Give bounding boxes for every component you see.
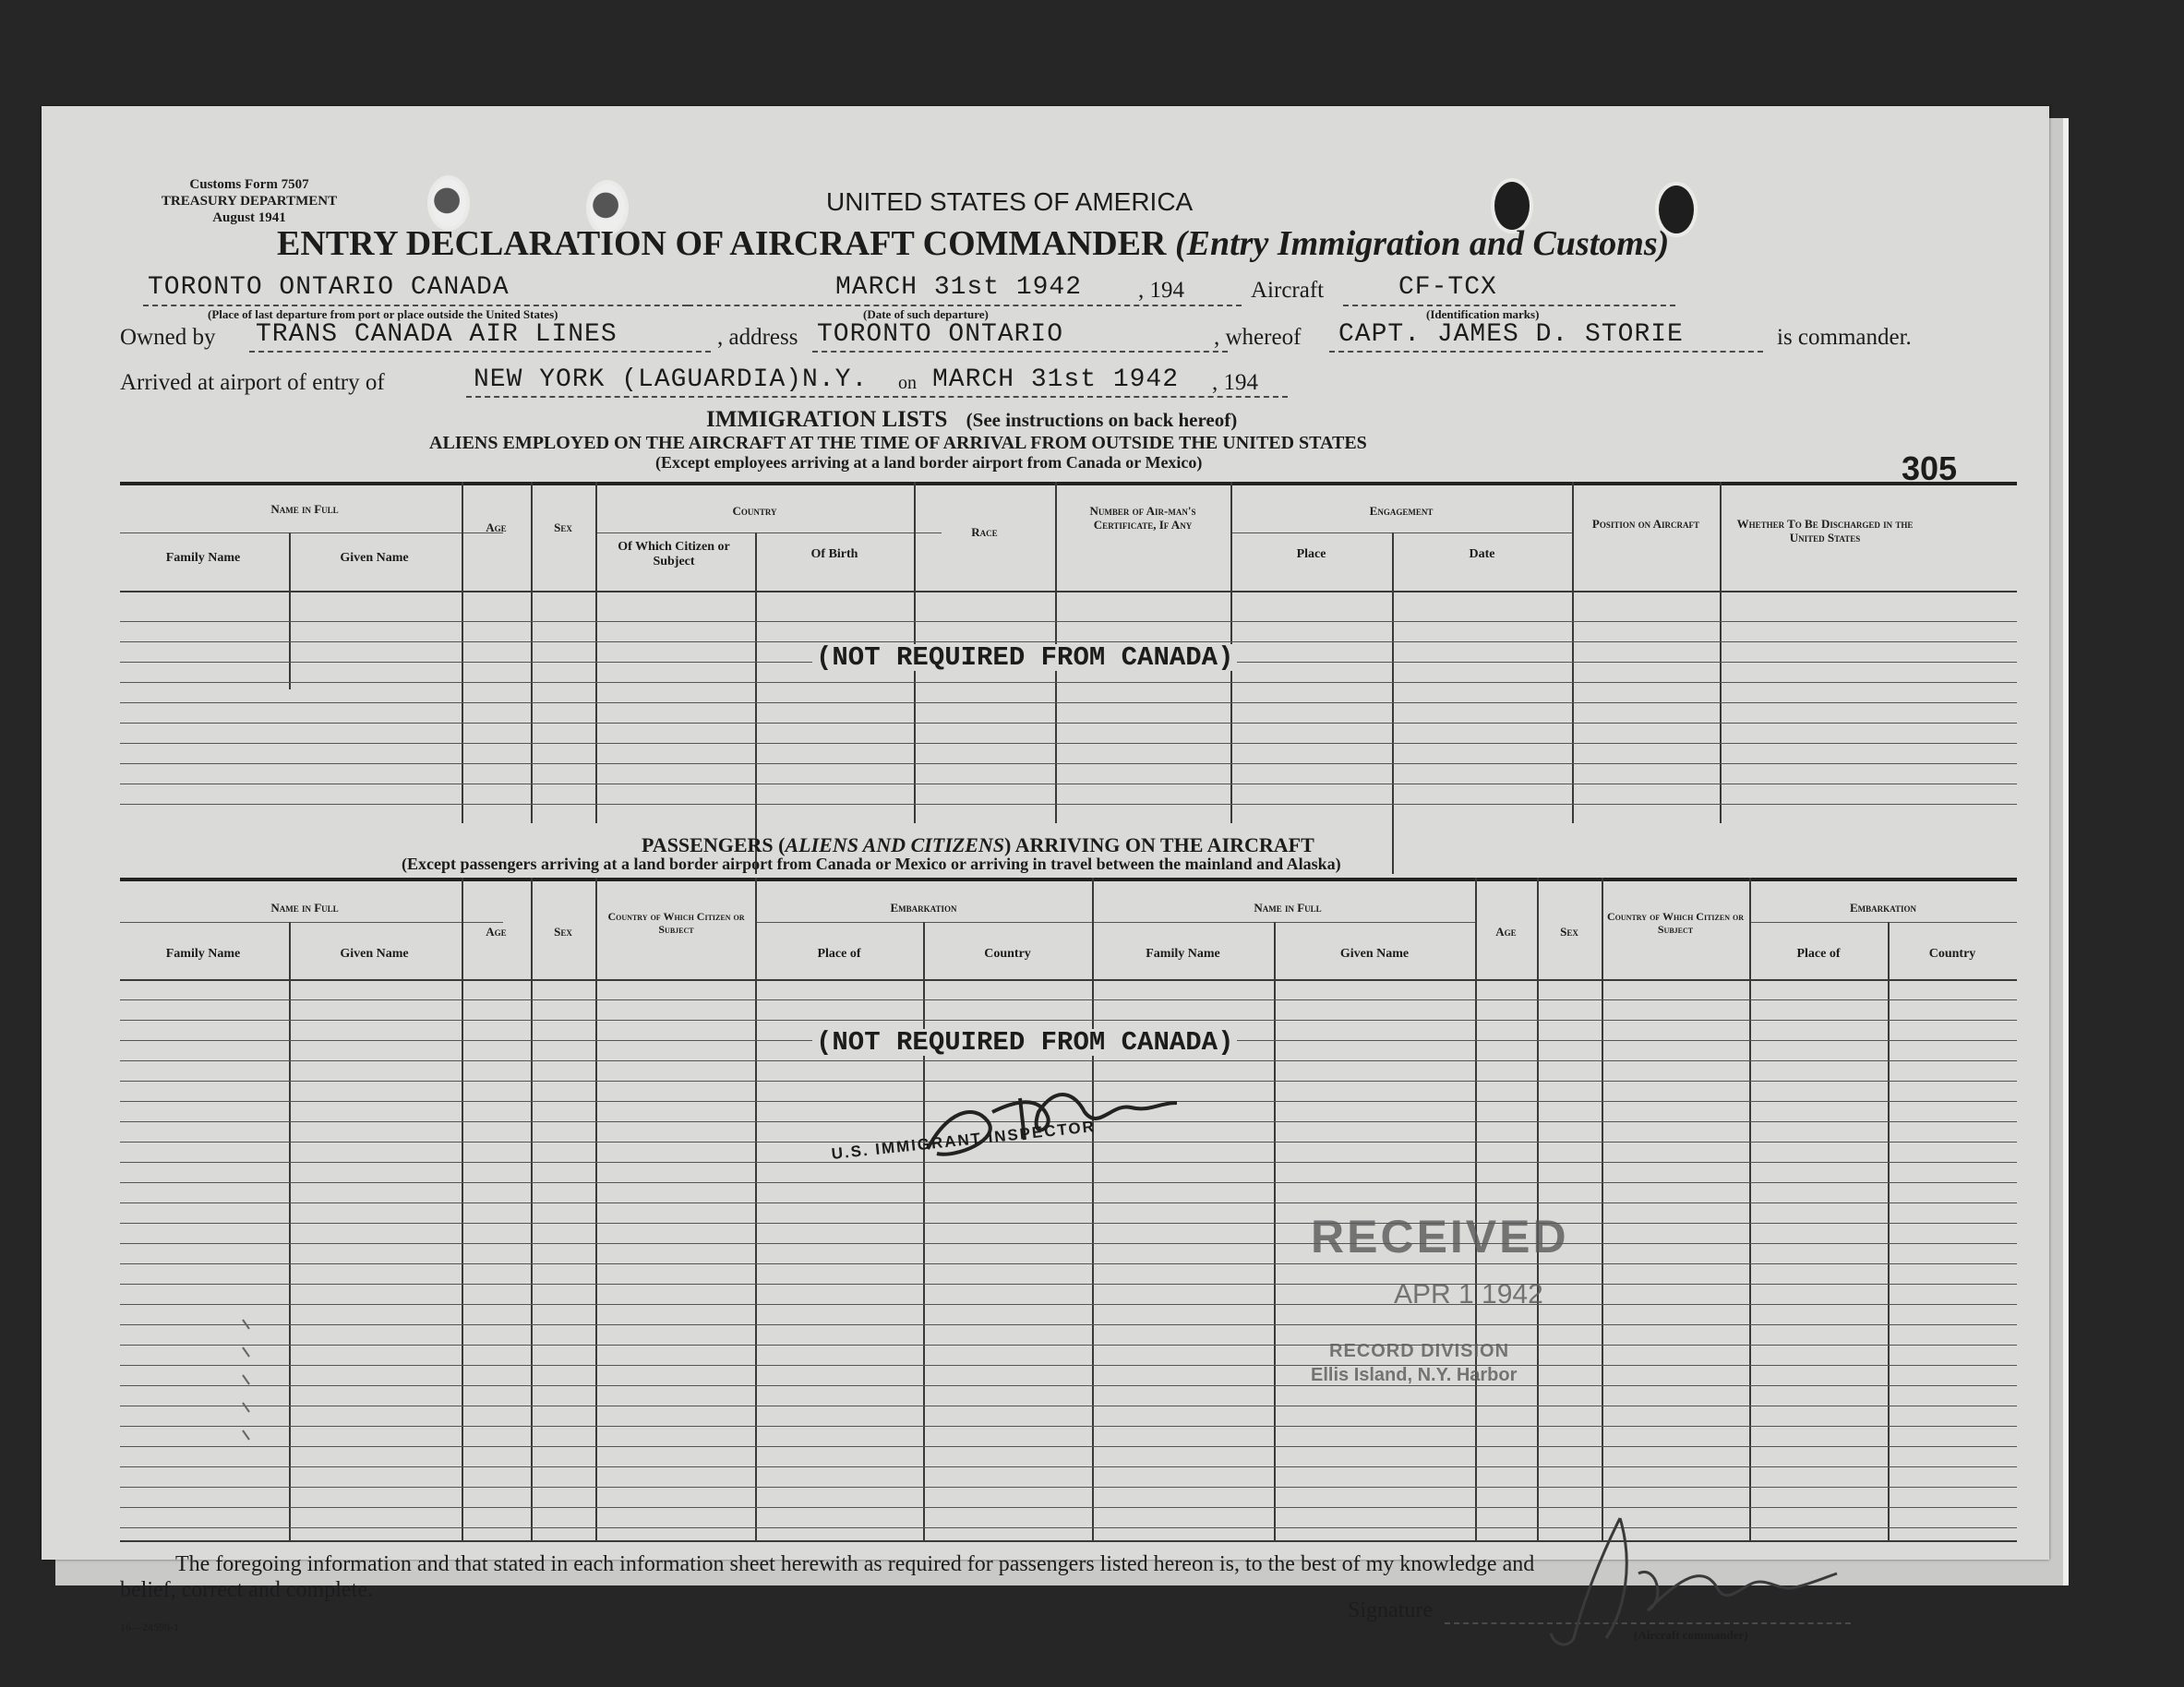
ruled-line	[120, 1060, 2017, 1061]
passengers-note: (Except passengers arriving at a land border airport from Canada or Mexico or arriving in travel between the mainland and Alaska)	[402, 855, 1341, 873]
passengers-not-required: (NOT REQUIRED FROM CANADA)	[812, 1029, 1237, 1056]
t2-citizen-of: Country of Which Citizen or Subject	[607, 910, 745, 936]
departure-place: TORONTO ONTARIO CANADA	[148, 273, 510, 302]
ruled-line	[120, 1446, 2017, 1447]
address-label: , address	[717, 325, 798, 350]
owner-name: TRANS CANADA AIR LINES	[256, 320, 618, 349]
t1-of-birth: Of Birth	[810, 547, 858, 561]
ruled-line	[120, 1426, 2017, 1427]
immigration-heading-note: (See instructions on back hereof)	[966, 409, 1238, 431]
t1-date: Date	[1469, 547, 1495, 561]
received-location: Ellis Island, N.Y. Harbor	[1311, 1365, 1518, 1385]
ruled-line	[120, 1182, 2017, 1183]
departure-place-caption: (Place of last departure from port or place outside the United States)	[208, 307, 558, 321]
t2-embarkation: Embarkation	[890, 901, 957, 915]
ruled-line	[120, 1202, 2017, 1203]
form-number: Customs Form 7507	[189, 177, 309, 192]
departure-date-caption: (Date of such departure)	[863, 307, 989, 321]
ruled-line	[120, 1263, 2017, 1264]
ruled-line	[120, 1020, 2017, 1021]
t1-country: Country	[732, 504, 777, 518]
t2-age: Age	[486, 925, 507, 939]
immigration-heading	[706, 408, 1237, 431]
print-code: 16—24598-1	[120, 1621, 179, 1633]
passengers-heading-b: ) ARRIVING ON THE AIRCRAFT	[1004, 833, 1314, 856]
t1-engagement: Engagement	[1369, 504, 1434, 518]
t2-age-2: Age	[1495, 925, 1517, 939]
departure-year: , 194	[1138, 278, 1184, 303]
passengers-heading	[642, 835, 1314, 855]
t2-sex: Sex	[554, 925, 572, 939]
t2-given-name: Given Name	[340, 947, 409, 961]
t2-family-name: Family Name	[165, 947, 241, 961]
t2-embarkation-2: Embarkation	[1849, 901, 1916, 915]
arrival-date: MARCH 31st 1942	[932, 365, 1180, 394]
form-date: August 1941	[212, 210, 286, 225]
punch-hole-icon	[427, 175, 470, 231]
t2-family-name-2: Family Name	[1146, 947, 1220, 961]
arrival-year: , 194	[1212, 370, 1258, 395]
t2-citizen-of-2: Country of Which Citizen or Subject	[1607, 910, 1744, 936]
received-stamp: RECEIVED	[1311, 1211, 1569, 1262]
arrival-airport: NEW YORK (LAGUARDIA)N.Y.	[474, 365, 869, 394]
aircraft-marks: CF-TCX	[1398, 273, 1497, 302]
aliens-not-required: (NOT REQUIRED FROM CANADA)	[812, 644, 1237, 671]
declaration-line-1: The foregoing information and that stated in each information sheet herewith as required for passengers listed hereon is, to the best of my knowledge and	[175, 1552, 1535, 1576]
passengers-heading-a: PASSENGERS (	[642, 833, 786, 856]
ruled-line	[120, 1304, 2017, 1305]
ruled-line	[120, 1487, 2017, 1488]
ruled-line	[120, 1365, 2017, 1366]
is-commander-label: is commander.	[1777, 325, 1912, 350]
whereof-label: , whereof	[1214, 325, 1302, 350]
aircraft-label: Aircraft	[1251, 278, 1325, 303]
declaration-line-2: belief, correct and complete.	[120, 1578, 373, 1602]
immigration-heading-text: IMMIGRATION LISTS	[706, 407, 948, 432]
ruled-line	[120, 1284, 2017, 1285]
t1-citizen-of: Of Which Citizen or Subject	[618, 540, 730, 569]
t1-race: Race	[971, 525, 998, 539]
ruled-line	[120, 1385, 2017, 1386]
t2-country: Country	[984, 947, 1031, 961]
t2-name-in-full: Name in Full	[270, 901, 339, 915]
margin-marks	[235, 1310, 263, 1458]
form-department: TREASURY DEPARTMENT	[161, 194, 338, 209]
t1-discharged: Whether To Be Discharged in the United States	[1736, 517, 1914, 544]
t2-given-name-2: Given Name	[1339, 947, 1410, 961]
ruled-line	[120, 1243, 2017, 1244]
t2-place-of: Place of	[817, 947, 861, 961]
aliens-note: (Except employees arriving at a land border airport from Canada or Mexico)	[655, 453, 1203, 472]
commander-name: CAPT. JAMES D. STORIE	[1338, 320, 1684, 349]
signature-caption: (Aircraft commander)	[1634, 1628, 1748, 1642]
arrival-label: Arrived at airport of entry of	[120, 370, 385, 395]
arrival-on-label: on	[898, 373, 917, 393]
commander-signature	[1518, 1500, 1851, 1657]
marks-caption: (Identification marks)	[1426, 307, 1540, 321]
t2-country-2: Country	[1928, 947, 1976, 961]
t2-name-in-full-2: Name in Full	[1254, 901, 1322, 915]
received-date: APR 1 1942	[1394, 1279, 1543, 1310]
ruled-line	[120, 1324, 2017, 1325]
t2-sex-2: Sex	[1560, 925, 1578, 939]
owned-by-label: Owned by	[120, 325, 216, 350]
received-division: RECORD DIVISION	[1329, 1341, 1510, 1361]
t2-place-of-2: Place of	[1796, 947, 1841, 961]
passengers-heading-italic: ALIENS AND CITIZENS	[785, 833, 1005, 856]
form-sheet	[42, 106, 2049, 1642]
t1-place: Place	[1296, 547, 1326, 561]
aliens-heading: ALIENS EMPLOYED ON THE AIRCRAFT AT THE TIME OF ARRIVAL FROM OUTSIDE THE UNITED STATES	[429, 433, 1367, 453]
ruled-line	[120, 1223, 2017, 1224]
t1-age: Age	[486, 520, 507, 534]
signature-label: Signature	[1348, 1598, 1433, 1622]
t1-name-in-full: Name in Full	[270, 502, 339, 516]
t1-certificate: Number of Air-man's Certificate, If Any	[1089, 504, 1196, 532]
ruled-line	[120, 1345, 2017, 1346]
t1-given-name: Given Name	[340, 551, 409, 565]
page-number: 305	[1902, 449, 1958, 487]
owner-address: TORONTO ONTARIO	[817, 320, 1064, 349]
inspector-stamp: U.S. IMMIGRANT INSPECTOR	[830, 1118, 1097, 1163]
form-title	[277, 226, 1669, 261]
ruled-line	[120, 1466, 2017, 1467]
form-title-main: ENTRY DECLARATION OF AIRCRAFT COMMANDER	[277, 224, 1167, 263]
t1-family-name: Family Name	[165, 551, 241, 565]
t1-sex: Sex	[554, 520, 572, 534]
t1-position: Position on Aircraft	[1591, 517, 1700, 531]
ruled-line	[120, 999, 2017, 1000]
departure-date: MARCH 31st 1942	[835, 273, 1083, 302]
country-heading: UNITED STATES OF AMERICA	[826, 187, 1194, 216]
form-title-italic: (Entry Immigration and Customs)	[1174, 224, 1670, 263]
